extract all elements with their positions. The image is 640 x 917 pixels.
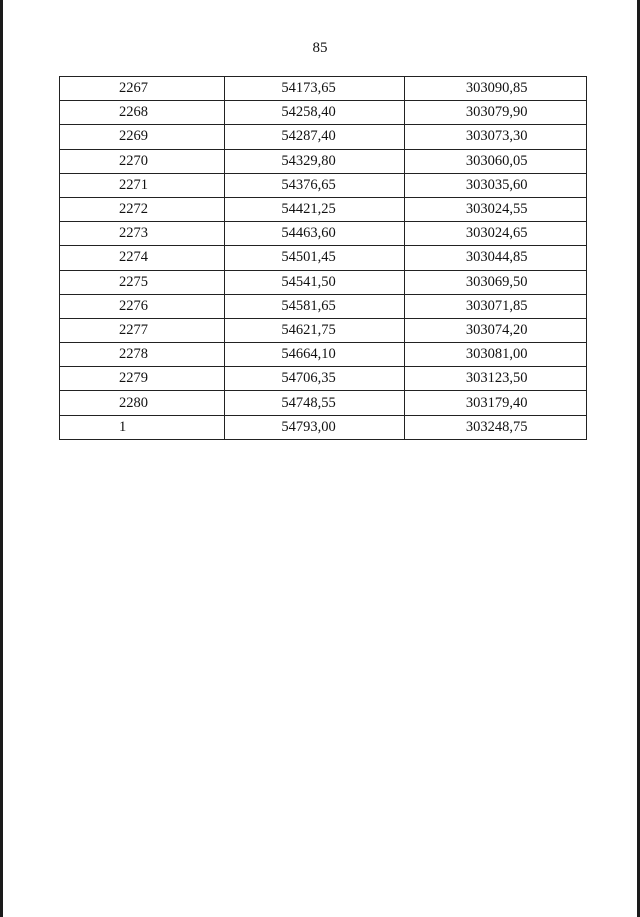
y-coordinate-cell: 303179,40 <box>405 391 587 415</box>
point-number-cell: 2274 <box>60 246 225 270</box>
y-coordinate-cell: 303071,85 <box>405 294 587 318</box>
x-coordinate-cell: 54173,65 <box>224 77 405 101</box>
y-coordinate-cell: 303035,60 <box>405 173 587 197</box>
x-coordinate-cell: 54748,55 <box>224 391 405 415</box>
y-coordinate-cell: 303024,55 <box>405 197 587 221</box>
y-coordinate-cell: 303081,00 <box>405 343 587 367</box>
table-row <box>60 391 587 415</box>
x-coordinate-cell: 54463,60 <box>224 222 405 246</box>
x-coordinate-cell: 54501,45 <box>224 246 405 270</box>
table-row <box>60 173 587 197</box>
point-number-cell: 2271 <box>60 173 225 197</box>
point-number-cell: 2279 <box>60 367 225 391</box>
point-number-cell: 2280 <box>60 391 225 415</box>
x-coordinate-cell: 54706,35 <box>224 367 405 391</box>
y-coordinate-cell: 303073,30 <box>405 125 587 149</box>
table-row <box>60 415 587 439</box>
table-row <box>60 197 587 221</box>
point-number-cell: 1 <box>60 415 225 439</box>
table-row <box>60 149 587 173</box>
x-coordinate-cell: 54541,50 <box>224 270 405 294</box>
point-number-cell: 2273 <box>60 222 225 246</box>
x-coordinate-cell: 54287,40 <box>224 125 405 149</box>
point-number-cell: 2272 <box>60 197 225 221</box>
table-row <box>60 294 587 318</box>
table-row <box>60 101 587 125</box>
point-number-cell: 2268 <box>60 101 225 125</box>
point-number-cell: 2278 <box>60 343 225 367</box>
x-coordinate-cell: 54421,25 <box>224 197 405 221</box>
table-row <box>60 246 587 270</box>
table-row <box>60 125 587 149</box>
x-coordinate-cell: 54664,10 <box>224 343 405 367</box>
x-coordinate-cell: 54376,65 <box>224 173 405 197</box>
point-number-cell: 2275 <box>60 270 225 294</box>
scan-border-left <box>0 0 3 917</box>
table-row <box>60 77 587 101</box>
coordinates-table <box>59 76 587 440</box>
point-number-cell: 2267 <box>60 77 225 101</box>
y-coordinate-cell: 303074,20 <box>405 318 587 342</box>
y-coordinate-cell: 303069,50 <box>405 270 587 294</box>
x-coordinate-cell: 54329,80 <box>224 149 405 173</box>
x-coordinate-cell: 54581,65 <box>224 294 405 318</box>
table-row <box>60 343 587 367</box>
y-coordinate-cell: 303248,75 <box>405 415 587 439</box>
y-coordinate-cell: 303060,05 <box>405 149 587 173</box>
coordinates-table-body <box>60 77 587 440</box>
point-number-cell: 2269 <box>60 125 225 149</box>
y-coordinate-cell: 303024,65 <box>405 222 587 246</box>
table-row <box>60 270 587 294</box>
table-row <box>60 318 587 342</box>
y-coordinate-cell: 303079,90 <box>405 101 587 125</box>
x-coordinate-cell: 54258,40 <box>224 101 405 125</box>
point-number-cell: 2277 <box>60 318 225 342</box>
table-row <box>60 367 587 391</box>
point-number-cell: 2276 <box>60 294 225 318</box>
y-coordinate-cell: 303044,85 <box>405 246 587 270</box>
x-coordinate-cell: 54793,00 <box>224 415 405 439</box>
page-number: 85 <box>312 40 328 56</box>
point-number-cell: 2270 <box>60 149 225 173</box>
y-coordinate-cell: 303123,50 <box>405 367 587 391</box>
y-coordinate-cell: 303090,85 <box>405 77 587 101</box>
table-row <box>60 222 587 246</box>
x-coordinate-cell: 54621,75 <box>224 318 405 342</box>
